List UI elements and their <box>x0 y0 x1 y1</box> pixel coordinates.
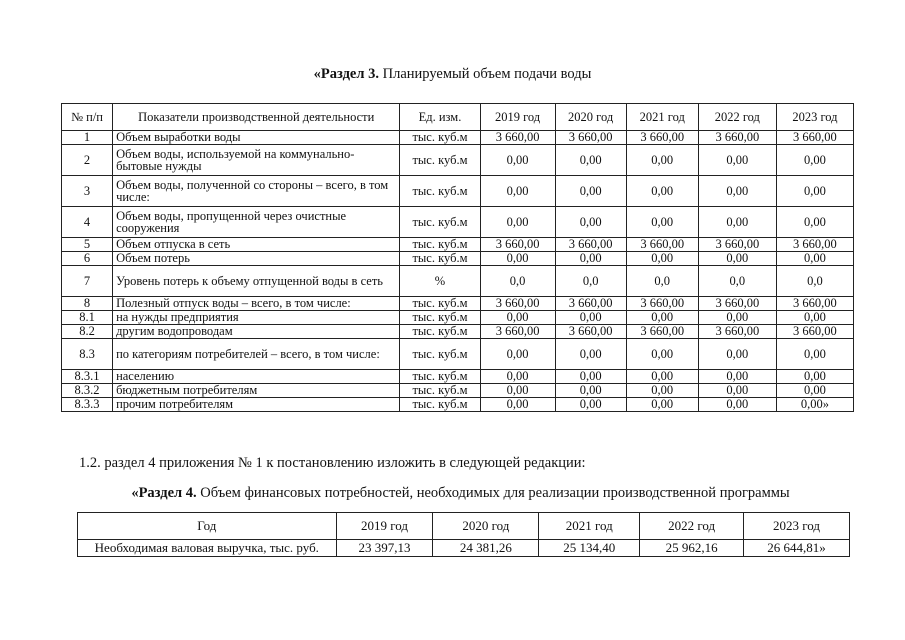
row-number-cell: 8 <box>62 297 113 311</box>
column-header: 2019 год <box>336 513 433 540</box>
value-cell: 0,00 <box>555 339 626 370</box>
value-cell: 3 660,00 <box>480 297 555 311</box>
section4-title-text: Объем финансовых потребностей, необходимых для реализации производственной программы <box>196 485 790 501</box>
indicator-cell: Объем отпуска в сеть <box>113 238 400 252</box>
value-cell: 0,00 <box>555 145 626 176</box>
value-cell: 3 660,00 <box>776 297 853 311</box>
value-cell: 0,0 <box>480 266 555 297</box>
value-cell: 0,00 <box>776 145 853 176</box>
unit-cell: тыс. куб.м <box>400 252 480 266</box>
value-cell: 0,00 <box>776 384 853 398</box>
value-cell: 3 660,00 <box>698 131 776 145</box>
row-number-cell: 1 <box>62 131 113 145</box>
indicator-cell: Объем выработки воды <box>113 131 400 145</box>
table-header-row <box>62 104 854 131</box>
table-row <box>62 238 854 252</box>
value-cell: 0,00 <box>480 370 555 384</box>
value-cell: 3 660,00 <box>555 325 626 339</box>
value-cell: 0,00 <box>626 207 698 238</box>
value-cell: 0,00 <box>555 398 626 412</box>
value-cell: 0,00 <box>776 252 853 266</box>
value-cell: 0,00 <box>698 339 776 370</box>
value-cell: 25 962,16 <box>640 540 744 557</box>
unit-cell: тыс. куб.м <box>400 325 480 339</box>
row-number-cell: 8.2 <box>62 325 113 339</box>
column-header: 2019 год <box>480 104 555 131</box>
unit-cell: тыс. куб.м <box>400 131 480 145</box>
value-cell: 0,00» <box>776 398 853 412</box>
table-header-row <box>78 513 850 540</box>
value-cell: 0,00 <box>480 311 555 325</box>
value-cell: 0,00 <box>555 252 626 266</box>
value-cell: 3 660,00 <box>626 238 698 252</box>
value-cell: 3 660,00 <box>626 297 698 311</box>
table-row <box>62 266 854 297</box>
row-number-cell: 7 <box>62 266 113 297</box>
value-cell: 3 660,00 <box>776 325 853 339</box>
value-cell: 3 660,00 <box>555 131 626 145</box>
table-row <box>62 207 854 238</box>
value-cell: 0,00 <box>480 207 555 238</box>
indicator-cell: населению <box>113 370 400 384</box>
column-header: № п/п <box>62 104 113 131</box>
section3-title-prefix: «Раздел 3. <box>313 66 379 82</box>
value-cell: 24 381,26 <box>433 540 539 557</box>
value-cell: 0,00 <box>626 384 698 398</box>
table-row <box>62 131 854 145</box>
value-cell: 3 660,00 <box>555 238 626 252</box>
value-cell: 0,00 <box>480 339 555 370</box>
value-cell: 3 660,00 <box>480 238 555 252</box>
value-cell: 0,00 <box>698 176 776 207</box>
value-cell: 0,00 <box>698 370 776 384</box>
value-cell: 0,00 <box>480 398 555 412</box>
value-cell: 26 644,81» <box>744 540 850 557</box>
value-cell: 3 660,00 <box>555 297 626 311</box>
row-number-cell: 4 <box>62 207 113 238</box>
table-row <box>62 339 854 370</box>
table-row <box>62 252 854 266</box>
unit-cell: тыс. куб.м <box>400 311 480 325</box>
row-number-cell: 2 <box>62 145 113 176</box>
section4-title-prefix: «Раздел 4. <box>131 485 197 501</box>
value-cell: 0,00 <box>555 207 626 238</box>
table-row <box>62 384 854 398</box>
column-header: 2022 год <box>640 513 744 540</box>
indicator-cell: Необходимая валовая выручка, тыс. руб. <box>78 540 337 557</box>
unit-cell: тыс. куб.м <box>400 297 480 311</box>
column-header: 2021 год <box>626 104 698 131</box>
value-cell: 0,00 <box>626 176 698 207</box>
column-header: 2023 год <box>744 513 850 540</box>
unit-cell: тыс. куб.м <box>400 176 480 207</box>
table-row <box>62 398 854 412</box>
value-cell: 0,00 <box>480 176 555 207</box>
table-row <box>62 311 854 325</box>
value-cell: 0,00 <box>698 145 776 176</box>
value-cell: 0,00 <box>698 252 776 266</box>
unit-cell: тыс. куб.м <box>400 145 480 176</box>
column-header: Ед. изм. <box>400 104 480 131</box>
table-row <box>62 370 854 384</box>
indicator-cell: Объем потерь <box>113 252 400 266</box>
water-supply-table <box>61 103 854 412</box>
value-cell: 3 660,00 <box>776 131 853 145</box>
indicator-cell: другим водопроводам <box>113 325 400 339</box>
value-cell: 3 660,00 <box>626 325 698 339</box>
value-cell: 3 660,00 <box>698 325 776 339</box>
indicator-cell: Полезный отпуск воды – всего, в том числе: <box>113 297 400 311</box>
unit-cell: тыс. куб.м <box>400 384 480 398</box>
value-cell: 0,0 <box>626 266 698 297</box>
indicator-cell: Объем воды, используемой на коммунально-бытовые нужды <box>113 145 400 176</box>
column-header: 2020 год <box>433 513 539 540</box>
value-cell: 3 660,00 <box>776 238 853 252</box>
value-cell: 0,00 <box>626 339 698 370</box>
column-header: 2021 год <box>539 513 640 540</box>
value-cell: 0,0 <box>555 266 626 297</box>
table-row <box>62 297 854 311</box>
value-cell: 0,00 <box>698 384 776 398</box>
value-cell: 3 660,00 <box>698 297 776 311</box>
value-cell: 0,0 <box>698 266 776 297</box>
unit-cell: % <box>400 266 480 297</box>
value-cell: 0,00 <box>480 384 555 398</box>
value-cell: 0,00 <box>555 370 626 384</box>
table-row <box>62 176 854 207</box>
row-number-cell: 6 <box>62 252 113 266</box>
column-header: 2022 год <box>698 104 776 131</box>
value-cell: 0,00 <box>776 339 853 370</box>
value-cell: 0,00 <box>555 311 626 325</box>
value-cell: 0,00 <box>698 398 776 412</box>
value-cell: 25 134,40 <box>539 540 640 557</box>
column-header: Год <box>78 513 337 540</box>
table-row <box>62 145 854 176</box>
value-cell: 0,0 <box>776 266 853 297</box>
value-cell: 0,00 <box>698 311 776 325</box>
unit-cell: тыс. куб.м <box>400 207 480 238</box>
row-number-cell: 8.3.2 <box>62 384 113 398</box>
section3-title <box>0 66 905 83</box>
unit-cell: тыс. куб.м <box>400 398 480 412</box>
value-cell: 0,00 <box>626 311 698 325</box>
column-header: 2020 год <box>555 104 626 131</box>
indicator-cell: Объем воды, пропущенной через очистные сооружения <box>113 207 400 238</box>
indicator-cell: по категориям потребителей – всего, в том числе: <box>113 339 400 370</box>
indicator-cell: на нужды предприятия <box>113 311 400 325</box>
value-cell: 0,00 <box>480 145 555 176</box>
row-number-cell: 8.1 <box>62 311 113 325</box>
value-cell: 0,00 <box>776 207 853 238</box>
indicator-cell: Уровень потерь к объему отпущенной воды в сеть <box>113 266 400 297</box>
value-cell: 3 660,00 <box>480 325 555 339</box>
value-cell: 0,00 <box>626 145 698 176</box>
indicator-cell: прочим потребителям <box>113 398 400 412</box>
financial-needs-table <box>77 512 850 557</box>
value-cell: 0,00 <box>480 252 555 266</box>
unit-cell: тыс. куб.м <box>400 370 480 384</box>
value-cell: 3 660,00 <box>698 238 776 252</box>
instruction-paragraph: 1.2. раздел 4 приложения № 1 к постановлению изложить в следующей редакции: <box>79 455 586 471</box>
value-cell: 0,00 <box>555 176 626 207</box>
indicator-cell: Объем воды, полученной со стороны – всего, в том числе: <box>113 176 400 207</box>
table-row <box>62 325 854 339</box>
value-cell: 3 660,00 <box>480 131 555 145</box>
value-cell: 0,00 <box>626 370 698 384</box>
row-number-cell: 8.3 <box>62 339 113 370</box>
value-cell: 23 397,13 <box>336 540 433 557</box>
unit-cell: тыс. куб.м <box>400 339 480 370</box>
row-number-cell: 8.3.1 <box>62 370 113 384</box>
indicator-cell: бюджетным потребителям <box>113 384 400 398</box>
value-cell: 3 660,00 <box>626 131 698 145</box>
value-cell: 0,00 <box>776 176 853 207</box>
row-number-cell: 8.3.3 <box>62 398 113 412</box>
value-cell: 0,00 <box>555 384 626 398</box>
table-row <box>78 540 850 557</box>
column-header: 2023 год <box>776 104 853 131</box>
section4-title <box>0 485 905 502</box>
unit-cell: тыс. куб.м <box>400 238 480 252</box>
section3-title-text: Планируемый объем подачи воды <box>378 66 592 82</box>
column-header: Показатели производственной деятельности <box>113 104 400 131</box>
value-cell: 0,00 <box>776 311 853 325</box>
value-cell: 0,00 <box>626 398 698 412</box>
row-number-cell: 5 <box>62 238 113 252</box>
value-cell: 0,00 <box>776 370 853 384</box>
value-cell: 0,00 <box>698 207 776 238</box>
row-number-cell: 3 <box>62 176 113 207</box>
value-cell: 0,00 <box>626 252 698 266</box>
